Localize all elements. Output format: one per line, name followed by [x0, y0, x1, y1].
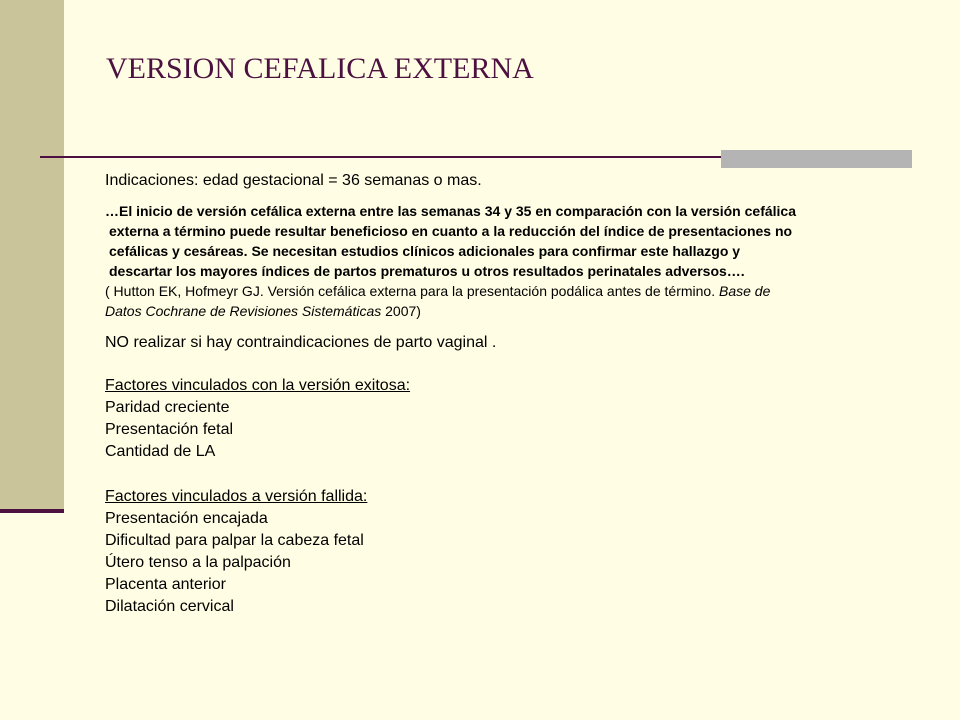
list-item: Útero tenso a la palpación: [105, 554, 291, 571]
quote-line: …El inicio de versión cefálica externa entre las semanas 34 y 35 en comparación con la versión cefálica: [105, 203, 796, 219]
list-item: Placenta anterior: [105, 576, 226, 593]
list-item: Dificultad para palpar la cabeza fetal: [105, 532, 364, 549]
left-bar-underline: [0, 509, 64, 513]
citation-source: Base de: [718, 283, 771, 299]
list-item: Presentación encajada: [105, 510, 268, 527]
indications-text: Indicaciones: edad gestacional = 36 semanas o mas.: [105, 172, 482, 189]
citation-year: 2007): [381, 303, 421, 319]
failure-factors: [105, 486, 925, 618]
citation-line-2: [105, 301, 925, 321]
list-item: Paridad creciente: [105, 399, 230, 416]
citation-text: ( Hutton EK, Hofmeyr GJ. Versión cefálica externa para la presentación podálica antes de término.: [105, 283, 719, 299]
success-factors: [105, 375, 925, 463]
study-quote: [105, 201, 925, 281]
left-decorative-bar: [0, 0, 64, 512]
contraindication-note: NO realizar si hay contraindicaciones de parto vaginal .: [105, 334, 497, 351]
citation-line-1: [105, 281, 925, 301]
quote-line: cefálicas y cesáreas. Se necesitan estudios clínicos adicionales para confirmar este hallazgo y: [109, 243, 741, 259]
list-item: Cantidad de LA: [105, 443, 216, 460]
quote-line: descartar los mayores índices de partos prematuros u otros resultados perinatales adversos….: [109, 263, 745, 279]
success-factors-heading: Factores vinculados con la versión exitosa:: [105, 377, 411, 394]
citation-source: Datos Cochrane de Revisiones Sistemáticas: [105, 303, 382, 319]
quote-line: externa a término puede resultar beneficioso en cuanto a la reducción del índice de presentaciones no: [109, 223, 793, 239]
title-rule-accent: [721, 150, 912, 168]
citation: [105, 281, 925, 321]
slide-content: [105, 172, 925, 618]
failure-factors-heading: Factores vinculados a versión fallida:: [105, 488, 368, 505]
slide-title: VERSION CEFALICA EXTERNA: [106, 52, 534, 85]
list-item: Presentación fetal: [105, 421, 234, 438]
list-item: Dilatación cervical: [105, 598, 234, 615]
